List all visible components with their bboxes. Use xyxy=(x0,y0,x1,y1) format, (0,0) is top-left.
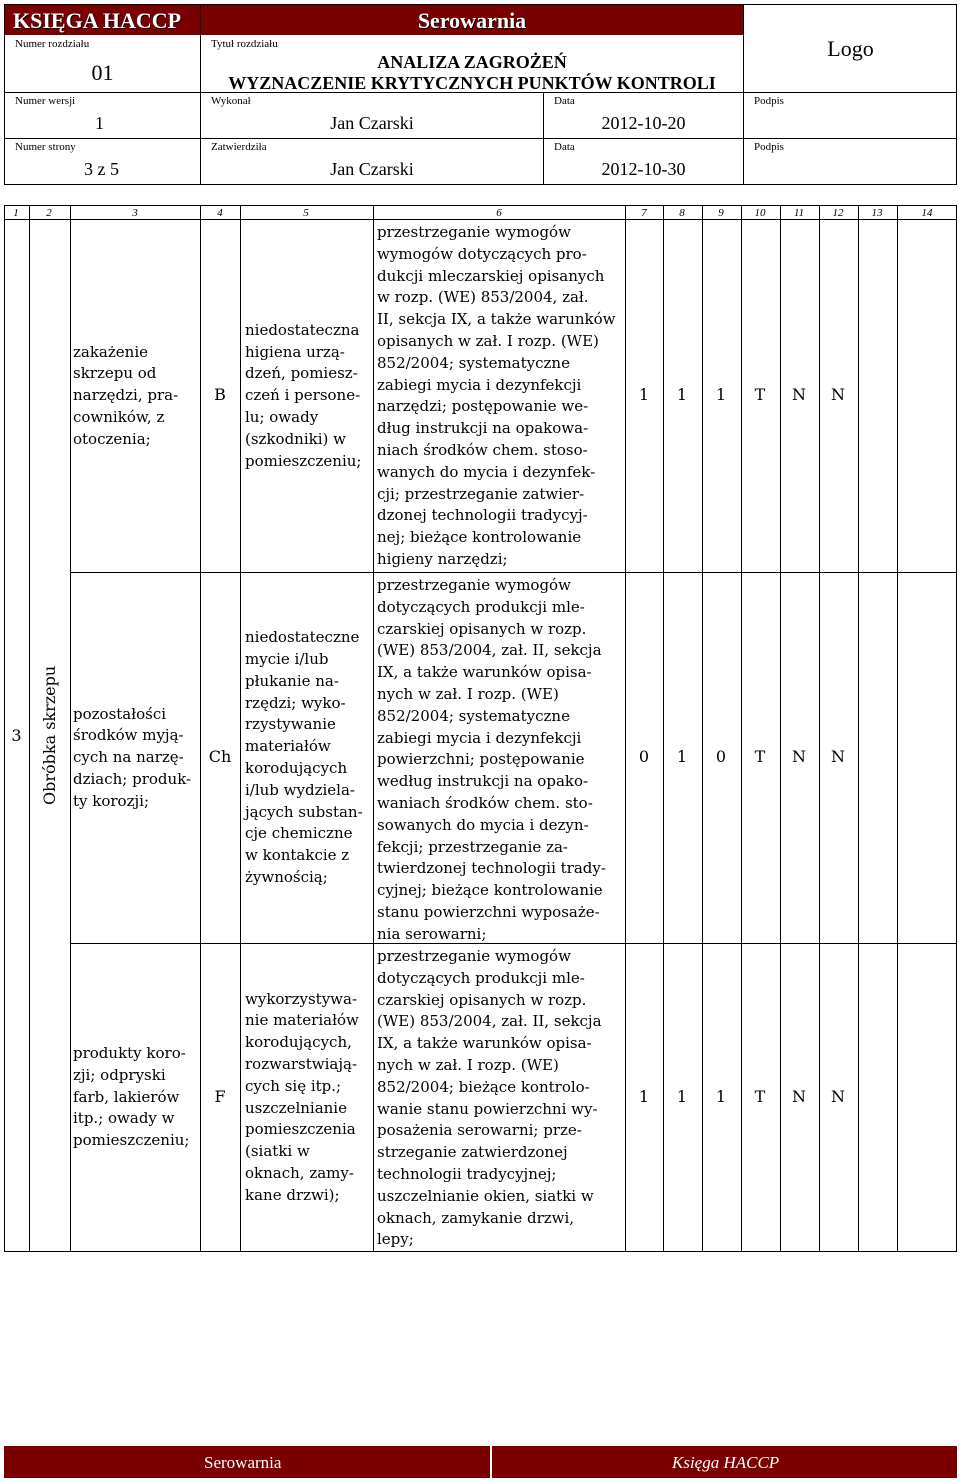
measures-line: II, sekcja IX, a także warunków xyxy=(377,310,616,329)
date-label-2: Data xyxy=(554,141,575,153)
risk-value: 1 xyxy=(676,747,688,766)
risk-value: 1 xyxy=(638,385,650,404)
hazard-line: cych na narzę- xyxy=(73,748,184,767)
cause-line: pomieszczenia xyxy=(245,1120,356,1139)
cause-line: płukanie na- xyxy=(245,671,339,690)
measures-line: twierdzonej technologii trady- xyxy=(377,859,606,878)
row-line xyxy=(70,572,957,573)
measures-line: lepy; xyxy=(377,1230,414,1249)
column-number: 11 xyxy=(793,207,805,219)
chapter-title-label: Tytuł rozdziału xyxy=(211,38,278,50)
measures-line: IX, a także warunków opisa- xyxy=(377,663,592,682)
hazard-line: cowników, z xyxy=(73,407,165,426)
measures-line: nia serowarni; xyxy=(377,924,487,943)
measures-line: czarskiej opisanych w rozp. xyxy=(377,990,587,1009)
cause-line: niedostateczna xyxy=(245,320,360,339)
risk-value: 1 xyxy=(715,385,727,404)
hazard-type: F xyxy=(214,1086,226,1106)
made-by: Jan Czarski xyxy=(330,113,414,133)
col-line xyxy=(819,205,820,1252)
cause-line: cych się itp.; xyxy=(245,1076,342,1095)
measures-line: higieny narzędzi; xyxy=(377,550,508,568)
footer-left: Serowarnia xyxy=(204,1453,282,1472)
column-number-row-border xyxy=(4,219,957,220)
measures-line: dług instrukcji na opakowa- xyxy=(377,419,589,438)
col-line xyxy=(240,205,241,1252)
measures-line: przestrzeganie wymogów xyxy=(377,576,571,594)
column-number: 14 xyxy=(921,207,933,219)
measures-line: waniach środków chem. sto- xyxy=(377,794,593,812)
approved-label: Zatwierdziła xyxy=(211,141,267,153)
column-number: 7 xyxy=(641,207,647,219)
hdr-divider xyxy=(200,5,201,185)
cause-line: i/lub wydziela- xyxy=(245,780,355,799)
site-title: Serowarnia xyxy=(417,8,527,33)
cause-line: (siatki w xyxy=(245,1142,310,1161)
cause-line: korodujących, xyxy=(245,1033,352,1052)
book-title: KSIĘGA HACCP xyxy=(13,8,182,33)
sign-label-1: Podpis xyxy=(754,95,784,107)
measures-line: niach środków chem. stoso- xyxy=(377,441,588,459)
measures-line: czarskiej opisanych w rozp. xyxy=(377,619,587,638)
cause-line: dzeń, pomiesz- xyxy=(245,364,358,383)
measures-line: dotyczących produkcji mle- xyxy=(377,968,585,987)
site-title-cell xyxy=(201,5,743,35)
col-line xyxy=(702,205,703,1252)
step-name: Obróbka skrzepu xyxy=(40,665,59,805)
col-line xyxy=(70,205,71,1252)
measures-line: nych w zał. I rozp. (WE) xyxy=(377,1056,559,1074)
measures-line: w rozp. (WE) 853/2004, zał. xyxy=(377,288,589,307)
hazard-line: dziach; produk- xyxy=(73,769,192,788)
risk-value: N xyxy=(831,747,845,766)
risk-value: T xyxy=(754,1086,766,1106)
measures-line: sowanych do mycia i dezyn- xyxy=(377,815,589,834)
hdr-divider xyxy=(4,138,957,139)
column-number: 5 xyxy=(303,207,309,219)
measures-line: dzonej technologii tradycyj- xyxy=(377,506,588,525)
hazard-type: Ch xyxy=(208,747,232,766)
hazard-line: skrzepu od xyxy=(73,364,157,383)
page-number: 3 z 5 xyxy=(84,159,119,179)
column-number: 13 xyxy=(871,207,883,219)
cause-line: oknach, zamy- xyxy=(245,1163,354,1182)
column-number: 12 xyxy=(832,207,844,219)
measures-line: cyjnej; bieżące kontrolowanie xyxy=(377,881,603,900)
measures-line: zabiegi mycia i dezynfekcji xyxy=(377,375,582,394)
cause-line: rzystywanie xyxy=(245,715,336,734)
footer-right: Księga HACCP xyxy=(672,1453,780,1472)
risk-value: N xyxy=(792,1086,806,1106)
hazard-line: pomieszczeniu; xyxy=(73,1131,190,1150)
col-line xyxy=(741,205,742,1252)
cause-line: wykorzystywa- xyxy=(245,989,358,1008)
cause-line: korodujących xyxy=(245,759,348,777)
column-number: 6 xyxy=(496,207,502,219)
cause-line: cje chemiczne xyxy=(245,824,353,843)
book-title-cell xyxy=(5,5,200,35)
chapter-title-line2: WYZNACZENIE KRYTYCZNYCH PUNKTÓW KONTROLI xyxy=(228,73,716,93)
hazard-type: B xyxy=(214,385,226,404)
column-number: 1 xyxy=(13,207,19,219)
cause-line: czeń i persone- xyxy=(245,386,361,405)
cause-line: rozwarstwiają- xyxy=(245,1054,358,1073)
measures-line: nych w zał. I rozp. (WE) xyxy=(377,685,559,703)
column-number: 2 xyxy=(46,207,52,219)
hazard-line: zakażenie xyxy=(73,342,148,361)
risk-value: T xyxy=(754,747,766,766)
measures-line: 852/2004; systematyczne xyxy=(377,353,570,372)
measures-line: (WE) 853/2004, zał. II, sekcja xyxy=(377,1012,602,1031)
measures-line: narzędzi; postępowanie we- xyxy=(377,397,589,416)
risk-value: 0 xyxy=(638,747,650,766)
sign-label-2: Podpis xyxy=(754,141,784,153)
logo: Logo xyxy=(827,36,874,61)
hazard-line: zji; odpryski xyxy=(73,1065,166,1084)
measures-line: oknach, zamykanie drzwi, xyxy=(377,1208,575,1227)
hazard-line: farb, lakierów xyxy=(73,1087,180,1106)
date-label-1: Data xyxy=(554,95,575,107)
measures-line: stanu powierzchni wyposaże- xyxy=(377,903,600,921)
risk-value: 1 xyxy=(638,1086,650,1106)
col-line xyxy=(625,205,626,1252)
measures-line: przestrzeganie wymogów xyxy=(377,947,571,965)
date-2: 2012-10-30 xyxy=(601,159,686,179)
hazard-line: itp.; owady w xyxy=(73,1109,175,1128)
cause-line: uszczelnianie xyxy=(245,1098,347,1117)
col-line xyxy=(373,205,374,1252)
risk-value: N xyxy=(831,385,845,404)
cause-line: materiałów xyxy=(245,737,331,756)
measures-line: według instrukcji na opako- xyxy=(377,772,589,791)
hdr-divider xyxy=(743,5,744,185)
measures-line: powierzchni; postępowanie xyxy=(377,750,585,769)
version-label: Numer wersji xyxy=(15,95,76,107)
measures-line: dukcji mleczarskiej opisanych xyxy=(377,266,605,285)
risk-value: 1 xyxy=(676,385,688,404)
version: 1 xyxy=(95,113,104,133)
risk-value: 1 xyxy=(676,1086,688,1106)
step-number: 3 xyxy=(11,726,22,745)
chapter-no: 01 xyxy=(91,60,114,85)
cause-line: (szkodniki) w xyxy=(245,429,346,448)
measures-line: posażenia serowarni; prze- xyxy=(377,1121,582,1140)
col-line xyxy=(663,205,664,1252)
measures-line: nej; bieżące kontrolowanie xyxy=(377,528,582,547)
cause-line: jących substan- xyxy=(245,802,363,821)
measures-line: cji; przestrzeganie zatwier- xyxy=(377,484,585,503)
risk-value: T xyxy=(754,385,766,404)
hdr-divider xyxy=(743,92,957,93)
cause-line: lu; owady xyxy=(245,407,319,426)
page-label: Numer strony xyxy=(15,141,76,153)
cause-line: nie materiałów xyxy=(245,1011,359,1030)
measures-line: wanie stanu powierzchni wy- xyxy=(377,1099,598,1118)
hazard-line: produkty koro- xyxy=(73,1044,186,1062)
cause-line: mycie i/lub xyxy=(245,650,329,668)
col-line xyxy=(780,205,781,1252)
chapter-title-line1: ANALIZA ZAGROŻEŃ xyxy=(377,52,567,72)
hazard-line: pozostałości xyxy=(73,704,167,723)
measures-line: wanych do mycia i dezynfek- xyxy=(377,462,596,481)
footer-right-cell xyxy=(492,1446,957,1478)
cause-line: w kontakcie z xyxy=(245,846,350,865)
footer-left-cell xyxy=(4,1446,490,1478)
column-number: 8 xyxy=(679,207,685,219)
measures-line: (WE) 853/2004, zał. II, sekcja xyxy=(377,641,602,660)
cause-line: niedostateczne xyxy=(245,628,360,647)
risk-value: 1 xyxy=(715,1086,727,1106)
date-1: 2012-10-20 xyxy=(601,113,686,133)
approved-by: Jan Czarski xyxy=(330,159,414,179)
col-line xyxy=(29,205,30,1252)
cause-line: higiena urzą- xyxy=(245,342,345,361)
cause-line: pomieszczeniu; xyxy=(245,451,362,470)
col-line xyxy=(897,205,898,1252)
made-by-label: Wykonał xyxy=(211,95,251,107)
col-line xyxy=(858,205,859,1252)
chapter-no-label: Numer rozdziału xyxy=(15,38,90,50)
measures-line: wymogów dotyczących pro- xyxy=(377,244,587,263)
column-number: 9 xyxy=(718,207,724,219)
measures-line: 852/2004; systematyczne xyxy=(377,706,570,725)
measures-line: strzeganie zatwierdzonej xyxy=(377,1143,568,1162)
hazard-line: ty korozji; xyxy=(73,791,149,810)
measures-line: IX, a także warunków opisa- xyxy=(377,1034,592,1053)
hazard-line: otoczenia; xyxy=(73,429,151,448)
measures-line: dotyczących produkcji mle- xyxy=(377,597,585,616)
risk-value: N xyxy=(792,385,806,404)
measures-line: uszczelnianie okien, siatki w xyxy=(377,1186,594,1205)
risk-value: N xyxy=(831,1086,845,1106)
cause-line: kane drzwi); xyxy=(245,1185,340,1204)
measures-line: fekcji; przestrzeganie za- xyxy=(377,837,568,856)
cause-line: żywnością; xyxy=(245,868,328,886)
hazard-line: środków myją- xyxy=(73,726,184,745)
risk-value: 0 xyxy=(715,747,727,766)
cause-line: rzędzi; wyko- xyxy=(245,693,346,712)
risk-value: N xyxy=(792,747,806,766)
hazard-line: narzędzi, pra- xyxy=(73,386,179,405)
measures-line: opisanych w zał. I rozp. (WE) xyxy=(377,332,599,350)
measures-line: przestrzeganie wymogów xyxy=(377,223,571,241)
measures-line: technologii tradycyjnej; xyxy=(377,1165,557,1183)
column-number: 10 xyxy=(754,207,766,219)
measures-line: zabiegi mycia i dezynfekcji xyxy=(377,728,582,747)
column-number: 3 xyxy=(132,207,138,219)
column-number: 4 xyxy=(217,207,223,219)
measures-line: 852/2004; bieżące kontrolo- xyxy=(377,1077,590,1096)
